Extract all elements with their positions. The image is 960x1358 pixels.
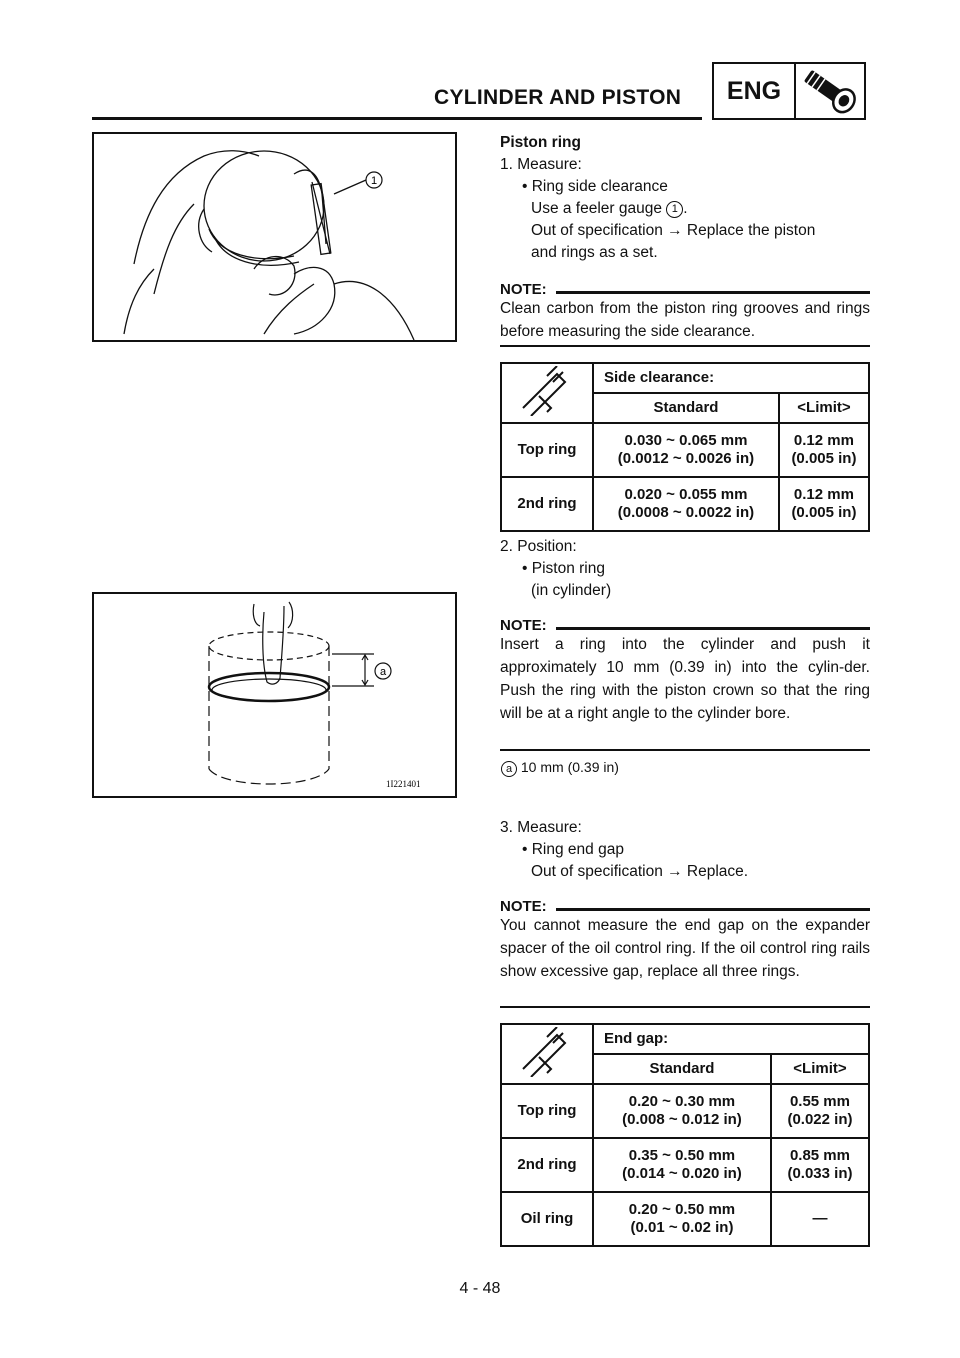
- step1-line1: Use a feeler gauge 1 .: [531, 200, 688, 217]
- fig2-code: 1I221401: [386, 779, 421, 789]
- table2-col-limit: <Limit>: [771, 1054, 869, 1084]
- section-badge: [712, 62, 866, 120]
- table2-row-limit: 0.55 mm (0.022 in): [771, 1084, 869, 1138]
- legend-a: a 10 mm (0.39 in): [501, 759, 619, 777]
- fig2-callout: a: [379, 666, 387, 678]
- table2-title: End gap:: [593, 1024, 869, 1054]
- caliper-icon: [517, 366, 577, 416]
- ref-callout-1: 1: [666, 201, 683, 218]
- figure-feeler-gauge: [92, 132, 457, 342]
- note3-top-rule: [556, 908, 870, 911]
- step1-bullet: • Ring side clearance: [522, 178, 668, 195]
- fig1-callout: 1: [370, 175, 378, 187]
- table2-row-name: Top ring: [501, 1084, 593, 1138]
- note3-text: You cannot measure the end gap on the expander spacer of the oil control ring. If the oil control ring rails show excessive gap, replace all three rings.: [500, 917, 870, 980]
- table2-col-standard: Standard: [593, 1054, 771, 1084]
- note1-top-rule: [556, 291, 870, 294]
- caliper-icon-cell: [501, 1024, 593, 1084]
- table2-row-standard: 0.35 ~ 0.50 mm (0.014 ~ 0.020 in): [593, 1138, 771, 1192]
- note1-text: Clean carbon from the piston ring grooves and rings before measuring the side clearance.: [500, 300, 870, 340]
- feeler-gauge-illustration: [94, 134, 455, 340]
- table1-title: Side clearance:: [593, 363, 869, 393]
- step2-item: Piston ring: [531, 560, 605, 577]
- side-clearance-table: [500, 362, 870, 532]
- step3-line1: Out of specification → Replace.: [531, 863, 749, 880]
- caliper-icon: [517, 1027, 577, 1077]
- wrench-icon: [796, 64, 864, 118]
- step1-label: 1. Measure:: [500, 156, 582, 173]
- header-rule: [92, 117, 702, 120]
- ref-callout-a: a: [501, 761, 517, 777]
- note2-top-rule: [556, 627, 870, 630]
- figure-ring-in-cylinder: [92, 592, 457, 798]
- step3-label: 3. Measure:: [500, 819, 582, 836]
- table1-col-standard: Standard: [593, 393, 779, 423]
- page-header-title: CYLINDER AND PISTON: [434, 86, 682, 109]
- section-code: ENG: [714, 64, 796, 118]
- step1-line2: Out of specification → Replace the piston: [531, 222, 816, 239]
- step2-label: 2. Position:: [500, 538, 577, 555]
- page-number: 4 - 48: [459, 1280, 501, 1297]
- table2-row-standard: 0.20 ~ 0.50 mm (0.01 ~ 0.02 in): [593, 1192, 771, 1246]
- step2-bullet: • Piston ring: [522, 560, 605, 577]
- table1-row-limit: 0.12 mm (0.005 in): [779, 477, 869, 531]
- note2-label: NOTE:: [500, 617, 547, 634]
- table1-row-limit: 0.12 mm (0.005 in): [779, 423, 869, 477]
- table-row: [501, 1138, 869, 1192]
- step3-bullet: • Ring end gap: [522, 841, 624, 858]
- table2-row-name: 2nd ring: [501, 1138, 593, 1192]
- note2-text: Insert a ring into the cylinder and push it approximately 10 mm (0.39 in) into the cylin-der. Push the ring with the piston crown so that the ring will be at a right angle to the cylinder bore.: [500, 636, 870, 722]
- table2-row-limit: —: [771, 1192, 869, 1246]
- table-row: [501, 1192, 869, 1246]
- table-row: [501, 477, 869, 531]
- table2-row-name: Oil ring: [501, 1192, 593, 1246]
- step3-item: Ring end gap: [531, 841, 624, 858]
- table-row: [501, 423, 869, 477]
- step1-line3: and rings as a set.: [531, 244, 658, 261]
- note1-bottom-rule: [500, 345, 870, 347]
- note3-bottom-rule: [500, 1006, 870, 1008]
- end-gap-table: [500, 1023, 870, 1247]
- table2-row-limit: 0.85 mm (0.033 in): [771, 1138, 869, 1192]
- table-row: [501, 1084, 869, 1138]
- table1-row-name: 2nd ring: [501, 477, 593, 531]
- section-title: Piston ring: [500, 134, 581, 151]
- note3-label: NOTE:: [500, 898, 547, 915]
- step1-item: Ring side clearance: [531, 178, 668, 195]
- table1-row-standard: 0.030 ~ 0.065 mm (0.0012 ~ 0.0026 in): [593, 423, 779, 477]
- table1-row-standard: 0.020 ~ 0.055 mm (0.0008 ~ 0.0022 in): [593, 477, 779, 531]
- ring-in-cylinder-illustration: [94, 594, 455, 796]
- table1-row-name: Top ring: [501, 423, 593, 477]
- table1-col-limit: <Limit>: [779, 393, 869, 423]
- step2-sub: (in cylinder): [531, 582, 612, 599]
- note2-bottom-rule: [500, 749, 870, 751]
- table2-row-standard: 0.20 ~ 0.30 mm (0.008 ~ 0.012 in): [593, 1084, 771, 1138]
- caliper-icon-cell: [501, 363, 593, 423]
- note1-label: NOTE:: [500, 281, 547, 298]
